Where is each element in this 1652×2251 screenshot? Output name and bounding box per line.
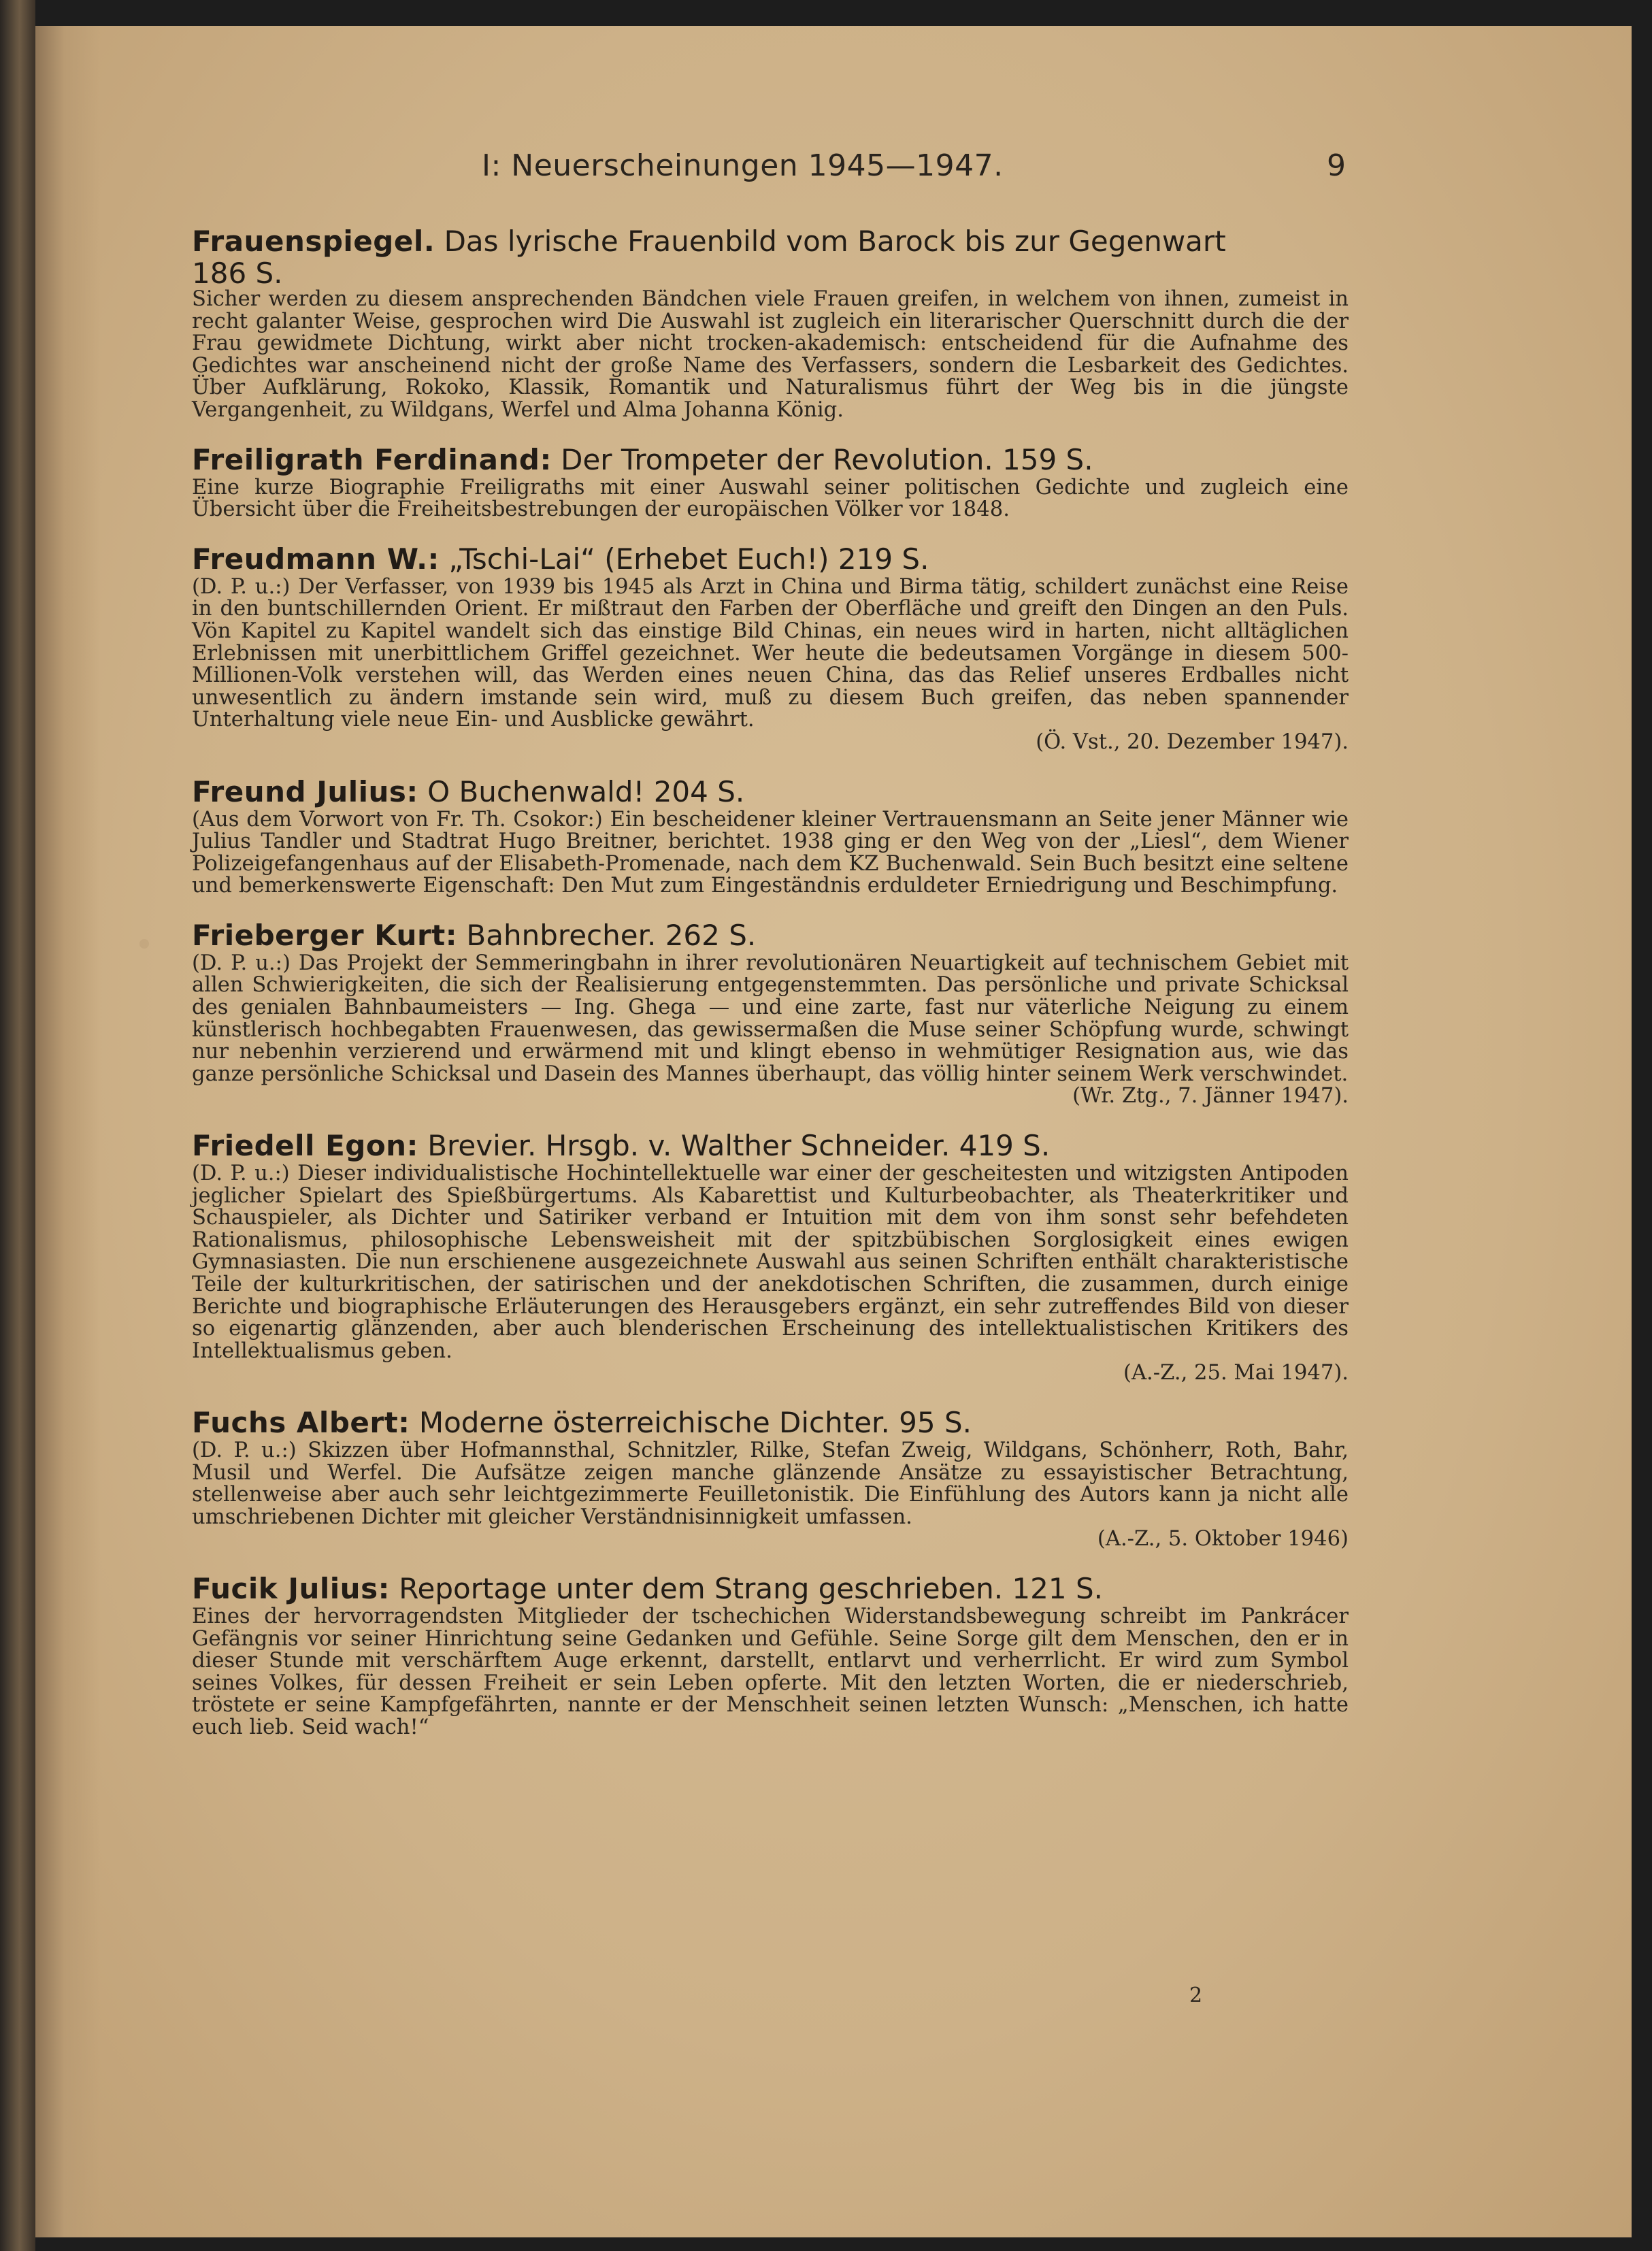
entry-title: Reportage unter dem Strang geschrieben. 121 S.: [399, 1571, 1103, 1605]
entry-author: Freund Julius:: [192, 774, 418, 808]
bibliography-entry: [192, 1406, 1349, 1551]
bibliography-entry: [192, 1129, 1349, 1385]
entry-author: Friedell Egon:: [192, 1129, 418, 1163]
entry-heading: [192, 919, 1349, 953]
bibliography-entry: [192, 225, 1349, 422]
bibliography-entry: [192, 919, 1349, 1108]
entry-title: „Tschi-Lai“ (Erhebet Euch!) 219 S.: [448, 542, 929, 576]
bibliography-entry: [192, 542, 1349, 754]
entry-author: Fucik Julius:: [192, 1571, 390, 1605]
bibliography-entry: [192, 1572, 1349, 1739]
entry-description: (D. P. u.:) Das Projekt der Semmeringbahn in ihrer revolutionären Neuartigkeit auf technischem Gebiet mit allen Schwierigkeiten, die sich der Realisierung entgegenstemmten. Das persönliche und private Schicksal des genialen Bahnbaumeisters — Ing. Ghega — und eine zarte, fast nur väterliche Neigung zu einem künstlerisch hochbegabten Frauenwesen, das gewissermaßen die Muse seiner Schöpfung wurde, schwingt nur nebenhin verzierend und erwärmend mit und klingt ebenso in wehmütiger Resignation aus, wie das ganze persönliche Schicksal und Dasein des Mannes überhaupt, das völlig hinter seinem Werk verschwindet.: [192, 951, 1349, 1086]
page-number: 9: [1327, 148, 1346, 183]
entry-heading: [192, 443, 1349, 477]
entry-title: Bahnbrecher. 262 S.: [466, 918, 757, 952]
entry-pages: 186 S.: [192, 257, 283, 290]
bibliography-entry: [192, 775, 1349, 898]
book-binding: [0, 0, 35, 2251]
entry-author: Freiligrath Ferdinand:: [192, 442, 552, 476]
running-title: I: Neuerscheinungen 1945—1947.: [482, 148, 1004, 183]
entry-title: Der Trompeter der Revolution. 159 S.: [561, 442, 1093, 476]
entry-heading: [192, 775, 1349, 809]
entry-author: Frauenspiegel.: [192, 225, 435, 258]
entry-source: (A.-Z., 5. Oktober 1946): [1097, 1527, 1349, 1551]
entry-heading: [192, 225, 1349, 289]
entry-source: (Wr. Ztg., 7. Jänner 1947).: [1072, 1084, 1349, 1108]
page-gutter-shadow: [35, 26, 100, 2237]
entry-description: (Aus dem Vorwort von Fr. Th. Csokor:) Ein bescheidener kleiner Vertrauensmann an Seite jener Männer wie Julius Tandler und Stadtrat Hugo Breitner, berichtet. 1938 ging er den Weg von der „Liesl“, dem Wiener Polizeigefangenhaus auf der Elisabeth-Promenade, nach dem KZ Buchenwald. Sein Buch besitzt eine seltene und bemerkenswerte Eigenschaft: Den Mut zum Eingeständnis erduldeter Erniedrigung und Beschimpfung.: [192, 807, 1349, 898]
entry-heading: [192, 1406, 1349, 1440]
entry-title: Brevier. Hrsgb. v. Walther Schneider. 419 S.: [427, 1129, 1051, 1163]
entry-source: (A.-Z., 25. Mai 1947).: [1123, 1361, 1349, 1385]
entry-description: (D. P. u.:) Dieser individualistische Hochintellektuelle war einer der gescheitesten und witzigsten Antipoden jeglicher Spielart des Spießbürgertums. Als Kabarettist und Kulturbeobachter, als Theaterkritiker und Schauspieler, als Dichter und Satiriker verband er Intuition mit dem von ihm sonst sehr befehdeten Rationalismus, philosophische Lebensweisheit mit der spitzbübischen Sorglosigkeit eines ewigen Gymnasiasten. Die nun erschienene ausgezeichnete Auswahl aus seinen Schriften enthält charakteristische Teile der kulturkritischen, der satirischen und der anekdotischen Schriften, die zusammen, durch einige Berichte und biographische Erläuterungen des Herausgebers ergänzt, ein sehr zutreffendes Bild von dieser so eigenartig glänzenden, aber auch blenderischen Erscheinung des intellektualistischen Kritikers des Intellektualismus geben.: [192, 1162, 1349, 1363]
entry-description: (D. P. u.:) Der Verfasser, von 1939 bis 1945 als Arzt in China und Birma tätig, schildert zunächst eine Reise in den buntschillernden Orient. Er mißtraut den Farben der Oberfläche und greift den Dingen an den Puls. Vön Kapitel zu Kapitel wandelt sich das einstige Bild Chinas, ein neues wird in harten, nicht alltäglichen Erlebnissen mit unerbittlichem Griffel gezeichnet. Wer heute die bedeutsamen Vorgänge in diesem 500-Millionen-Volk verstehen will, das Werden eines neuen China, das das Relief unseres Erdballes nicht unwesentlich zu ändern imstande sein wird, muß zu diesem Buch greifen, das neben spannender Unterhaltung viele neue Ein- und Ausblicke gewährt.: [192, 574, 1349, 732]
entry-source: (Ö. Vst., 20. Dezember 1947).: [1036, 729, 1349, 754]
entry-heading: [192, 542, 1349, 576]
signature-mark: 2: [1189, 1984, 1203, 2007]
entry-title: O Buchenwald! 204 S.: [427, 774, 745, 808]
bibliography-list: [192, 225, 1349, 1760]
entry-author: Fuchs Albert:: [192, 1405, 410, 1439]
entry-description: Eine kurze Biographie Freiligraths mit einer Auswahl seiner politischen Gedichte und zugleich eine Übersicht über die Freiheitsbestrebungen der europäischen Völker vor 1848.: [192, 475, 1349, 522]
bibliography-entry: [192, 443, 1349, 521]
entry-author: Freudmann W.:: [192, 542, 440, 576]
entry-description: (D. P. u.:) Skizzen über Hofmannsthal, Schnitzler, Rilke, Stefan Zweig, Wildgans, Schönherr, Roth, Bahr, Musil und Werfel. Die Aufsätze zeigen manche glänzende Ansätze zu essayistischer Betrachtung, stellenweise aber auch sehr leichtgezimmerte Feuilletonistik. Die Einfühlung des Autors kann ja nicht alle umschriebenen Dichter mit gleicher Verständnisinnigkeit umfassen.: [192, 1438, 1349, 1529]
entry-heading: [192, 1129, 1349, 1163]
paper-spot: [139, 939, 149, 949]
entry-heading: [192, 1572, 1349, 1606]
entry-title: Das lyrische Frauenbild vom Barock bis zur Gegenwart: [444, 225, 1226, 258]
entry-description: Eines der hervorragendsten Mitglieder der tschechichen Widerstandsbewegung schreibt im Pankrácer Gefängnis vor seiner Hinrichtung seine Gedanken und Gefühle. Seine Sorge gilt dem Menschen, den er in dieser Stunde mit verschärftem Auge erkennt, darstellt, entlarvt und verherrlicht. Er wird zum Symbol seines Volkes, für dessen Freiheit er sein Leben opferte. Mit den letzten Worten, die er niederschrieb, tröstete er seine Kampfgefährten, nannte er der Menschheit seinen letzten Wunsch: „Menschen, ich hatte euch lieb. Seid wach!“: [192, 1604, 1349, 1739]
entry-title: Moderne österreichische Dichter. 95 S.: [418, 1405, 972, 1439]
entry-description: Sicher werden zu diesem ansprechenden Bändchen viele Frauen greifen, in welchem von ihnen, zumeist in recht galanter Weise, gesprochen wird Die Auswahl ist zugleich ein literarischer Querschnitt durch die der Frau gewidmete Dichtung, wirkt aber nicht trocken-akademisch: entscheidend für die Aufnahme des Gedichtes war anscheinend nicht der große Name des Verfassers, sondern die Lesbarkeit des Gedichtes. Über Aufklärung, Rokoko, Klassik, Romantik und Naturalismus führt der Weg bis in die jüngste Vergangenheit, zu Wildgans, Werfel und Alma Johanna König.: [192, 287, 1349, 422]
entry-author: Frieberger Kurt:: [192, 918, 458, 952]
